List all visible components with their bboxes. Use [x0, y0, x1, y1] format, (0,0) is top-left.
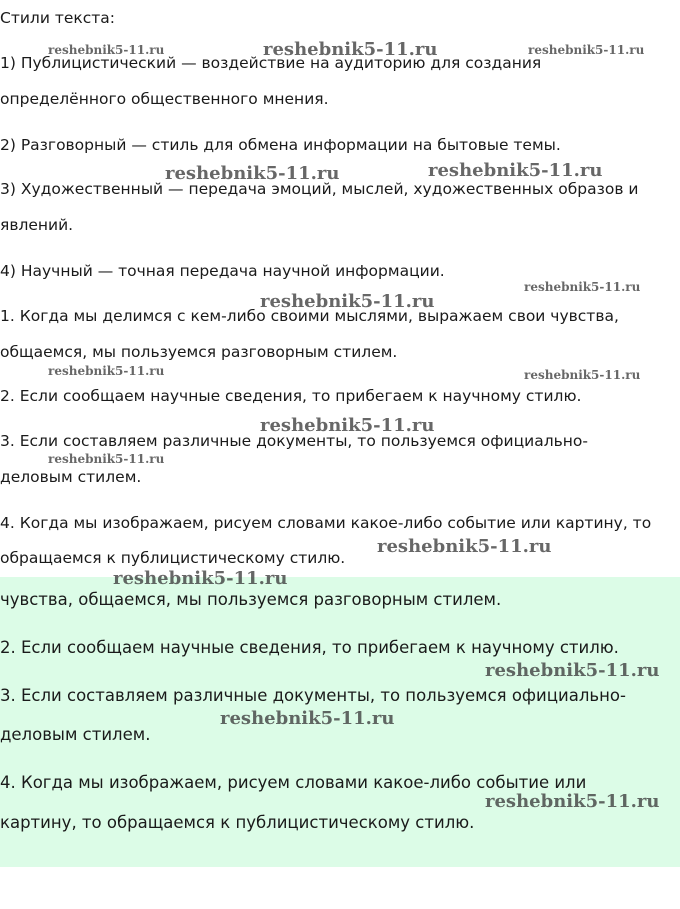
answer-line: картину, то обращаемся к публицистическому стилю. [0, 813, 475, 832]
text-line: определённого общественного мнения. [0, 90, 329, 108]
text-line: деловым стилем. [0, 468, 142, 486]
watermark: reshebnik5-11.ru [48, 43, 165, 57]
text-line: 4. Когда мы изображаем, рисуем словами какое-либо событие или картину, то [0, 514, 652, 532]
text-line: 3. Если составляем различные документы, то пользуемся официально- [0, 432, 588, 450]
watermark: reshebnik5-11.ru [428, 160, 603, 181]
watermark: reshebnik5-11.ru [528, 43, 645, 57]
watermark: reshebnik5-11.ru [524, 368, 641, 382]
watermark: reshebnik5-11.ru [113, 568, 288, 589]
answer-line: 4. Когда мы изображаем, рисуем словами какое-либо событие или [0, 773, 587, 792]
watermark: reshebnik5-11.ru [377, 536, 552, 557]
watermark: reshebnik5-11.ru [260, 291, 435, 312]
watermark: reshebnik5-11.ru [485, 791, 660, 812]
text-line: явлений. [0, 216, 74, 234]
watermark: reshebnik5-11.ru [48, 364, 165, 378]
text-line: 4) Научный — точная передача научной информации. [0, 262, 445, 280]
watermark: reshebnik5-11.ru [165, 163, 340, 184]
watermark: reshebnik5-11.ru [48, 452, 165, 466]
answer-line: чувства, общаемся, мы пользуемся разговорным стилем. [0, 590, 502, 609]
text-line: 1. Когда мы делимся с кем-либо своими мыслями, выражаем свои чувства, [0, 307, 619, 325]
text-line: 1) Публицистический — воздействие на аудиторию для создания [0, 54, 542, 72]
text-line: 2. Если сообщаем научные сведения, то прибегаем к научному стилю. [0, 387, 582, 405]
heading: Стили текста: [0, 9, 116, 27]
answer-line: 3. Если составляем различные документы, то пользуемся официально- [0, 686, 626, 705]
watermark: reshebnik5-11.ru [260, 415, 435, 436]
text-line: 2) Разговорный — стиль для обмена информации на бытовые темы. [0, 136, 561, 154]
answer-line: 2. Если сообщаем научные сведения, то прибегаем к научному стилю. [0, 638, 619, 657]
text-line: общаемся, мы пользуемся разговорным стилем. [0, 343, 398, 361]
watermark: reshebnik5-11.ru [485, 660, 660, 681]
watermark: reshebnik5-11.ru [524, 280, 641, 294]
watermark: reshebnik5-11.ru [220, 708, 395, 729]
text-line: 3) Художественный — передача эмоций, мыслей, художественных образов и [0, 180, 639, 198]
watermark: reshebnik5-11.ru [263, 39, 438, 60]
text-line: обращаемся к публицистическому стилю. [0, 549, 346, 567]
answer-line: деловым стилем. [0, 725, 151, 744]
